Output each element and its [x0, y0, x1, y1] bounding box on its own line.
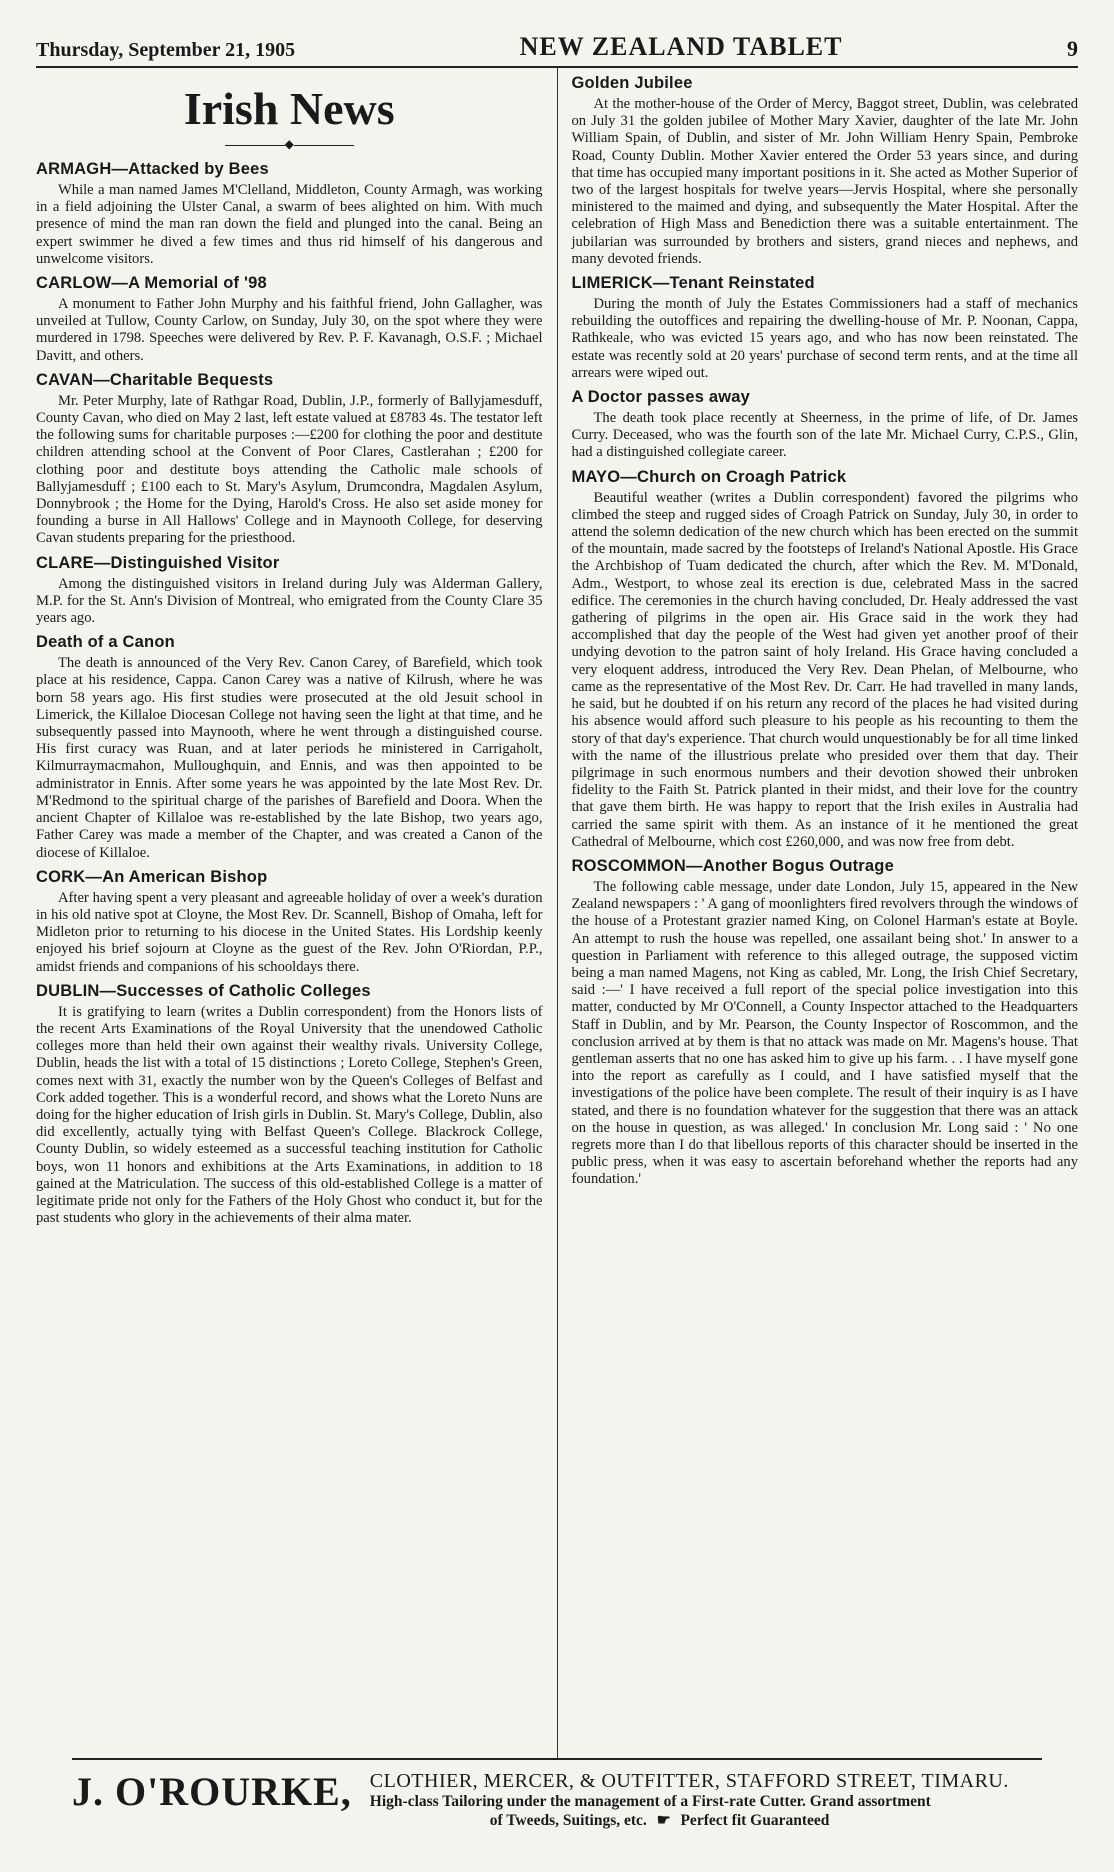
article-clare: [36, 554, 543, 628]
article-carlow: [36, 274, 543, 365]
article-heading: A Doctor passes away: [571, 388, 751, 407]
article-body: Among the distinguished visitors in Ireland during July was Alderman Gallery, M.P. for the St. Ann's Division of Montreal, who emigrated from the County Clare 35 years ago.: [36, 575, 543, 627]
article-body: It is gratifying to learn (writes a Dublin correspondent) from the Honors lists of the recent Arts Examinations of the Royal University that the unendowed Catholic colleges more than held their own against their wealthy rivals. University College, Dublin, heads the list with a total of 15 distinctions ; Loreto College, Stephen's Green, comes next with 31, exactly the number won by the Queen's Colleges of Belfast and Cork added together. This is a wonderful record, and shows what the Loreto Nuns are doing for the higher education of Irish girls in Dublin. St. Mary's College, Dublin, also did excellently, actually tying with Belfast Queen's College. Blackrock College, County Dublin, so widely esteemed as a successful teaching institution for Catholic boys, won 11 honors and exhibitions at the Arts Examinations, in addition to 18 gained at the Matriculation. The success of this old-established College is a matter of legitimate pride not only for the Fathers of the Holy Ghost who conduct it, but for the past students who glory in the achievements of their alma mater.: [36, 1003, 543, 1227]
article-doctor: [572, 388, 1079, 462]
masthead: [36, 32, 1078, 62]
advertisement: [36, 1760, 1078, 1830]
advertisement-details: [370, 1770, 1009, 1830]
article-canon: [36, 633, 543, 861]
article-dublin: [36, 982, 543, 1228]
article-heading: CLARE—Distinguished Visitor: [36, 553, 280, 572]
article-body: Mr. Peter Murphy, late of Rathgar Road, Dublin, J.P., formerly of Ballyjamesduff, County Cavan, who died on May 2 last, left estate valued at £8783 4s. The testator left the following sums for charitable purposes :—£200 for clothing the poor and destitute children attending school at the Convent of Poor Clares, Castlerahan ; £200 for clothing poor and destitute boys attending the Catholic male schools of Ballyjamesduff ; £100 each to St. Mary's Asylum, Drumcondra, Magdalen Asylum, Donnybrook ; the Home for the Dying, Harold's Cross. He also set aside money for founding a burse in All Hallows' College and in Maynooth College, for deserving Cavan students preparing for the priesthood.: [36, 392, 543, 547]
article-body: While a man named James M'Clelland, Middleton, County Armagh, was working in a field adjoining the Ulster Canal, a swarm of bees alighted on him. With much presence of mind the man ran down the field and plunged into the canal. Being an expert swimmer he dived a few times and thus rid himself of his dangerous and unwelcome visitors.: [36, 182, 543, 267]
article-body: Beautiful weather (writes a Dublin correspondent) favored the pilgrims who climbed the steep and rugged sides of Croagh Patrick on Sunday, July 30, in order to attend the solemn dedication of the new church which has been erected on the summit of the mountain, made sacred by the footsteps of Ireland's National Apostle. His Grace the Archbishop of Tuam dedicated the church, after which the Rev. M. M'Donald, Adm., Westport, to whose zeal its erection is due, celebrated Mass in the sacred edifice. The ceremonies in the church having concluded, Dr. Healy addressed the vast gathering of pilgrims in the open air. His Grace said in the work they had accomplished that day the people of the West had given yet another proof of their undying devotion to the patron saint of holy Ireland. His Grace having concluded a very eloquent address, introduced the Very Rev. Dean Phelan, of Melbourne, who came as the representative of the Most Rev. Dr. Carr. He had travelled in many lands, he said, but he doubted if on his return any record of the places he had visited during his absence would afford such pleasure to his people as his recounting to them the story of that day's experience. That church would unquestionably be for all time linked with the name of the illustrious prelate who presided over them that day. Their pilgrimage in such enormous numbers and their devotion showed their unbroken fidelity to the Faith St. Patrick planted in their midst, and their love for the country that gave them birth. He was happy to report that the Irish exiles in Australia had carried the same spirit with them. As an instance of it he mentioned the great Cathedral of Melbourne, which cost £260,000, and was now free from debt.: [571, 489, 1078, 850]
article-heading: CARLOW—A Memorial of '98: [36, 274, 267, 293]
article-armagh: [36, 160, 543, 268]
article-limerick: [572, 274, 1079, 382]
right-column: [557, 68, 1079, 1758]
title-ornament: ◆: [36, 137, 543, 152]
cloth-line: [490, 1811, 1009, 1830]
pointing-hand-icon: ☛: [656, 1812, 671, 1829]
article-body: At the mother-house of the Order of Mercy, Baggot street, Dublin, was celebrated on July 31 the golden jubilee of Mother Mary Xavier, daughter of the late Mr. John William Spain, of Dublin, and sister of Mr. John William Henry Spain, Pembroke Road, County Dublin. Mother Xavier entered the Order 53 years since, and during that time has occupied many important positions in it. She acted as Mother Superior of two of the largest hospitals for twelve years—Jervis Hospital, where she personally ministered to the maimed and dying, and subsequently the Mater Hospital. After the celebration of High Mass and Benediction there was a suitable entertainment. The jubilarian was surrounded by brothers and sisters, grand nieces and nephews, and many devoted friends.: [571, 96, 1078, 267]
article-body: The following cable message, under date London, July 15, appeared in the New Zealand newspapers : ' A gang of moonlighters fired revolvers through the windows of the house of a Protestant grazier named King, on Colonel Harman's estate at Boyle. An attempt to rush the house was repelled, one assailant being shot.' In answer to a question in Parliament with reference to this alleged outrage, the supposed victim being a man named Magens, not King as cabled, Mr. Long, the Irish Chief Secretary, said :—' I have received a full report of the special police investigation into this matter, conducted by Mr O'Connell, a County Inspector attached to the Headquarters Staff in Dublin, and by Mr. Pearson, the County Inspector of Roscommon, and the conclusion arrived at by them is that no attack was made on Mr. Magens's house. That gentleman asserts that no one has asked him to give up his farm. . . I have myself gone into the report as carefully as I could, and I have satisfied myself that the investigations of the police have been complete. The result of their inquiry is as I have stated, and there is no foundation whatever for the suggestion that there was an attack on the house in question, as was alleged.' In conclusion Mr. Long said : ' No one regrets more than I do that libellous reports of this character should be inserted in the public press, when it was easy to ascertain beforehand whether the reports had any foundation.': [571, 878, 1078, 1188]
paper-title: NEW ZEALAND TABLET: [519, 32, 843, 61]
issue-date: Thursday, September 21, 1905: [36, 39, 296, 61]
article-heading: CORK—An American Bishop: [36, 867, 268, 886]
fit-guarantee: Perfect fit Guaranteed: [680, 1812, 830, 1829]
article-heading: ARMAGH—Attacked by Bees: [36, 160, 269, 178]
article-heading: Death of a Canon: [36, 633, 175, 652]
article-heading: ROSCOMMON—Another Bogus Outrage: [571, 856, 894, 875]
article-heading: LIMERICK—Tenant Reinstated: [571, 274, 815, 293]
article-cork: [36, 868, 543, 976]
article-heading: DUBLIN—Successes of Catholic Colleges: [36, 981, 371, 1000]
article-cavan: [36, 371, 543, 548]
advertiser-name: J. O'ROURKE,: [72, 1769, 352, 1814]
article-heading: MAYO—Church on Croagh Patrick: [571, 467, 847, 486]
advertiser-trade: CLOTHIER, MERCER, & OUTFITTER, STAFFORD STREET, TIMARU.: [369, 1770, 1009, 1792]
article-body: During the month of July the Estates Commissioners had a staff of mechanics rebuilding the outoffices and repairing the dwelling-house of Mr. P. Noonan, Cappa, Rathkeale, who was evicted 15 years ago, and who has now been reinstated. The estate was recently sold at 20 years' purchase of second term rents, and at the time all arrears were wiped out.: [571, 296, 1078, 381]
tailoring-note: High-class Tailoring under the management of a First-rate Cutter. Grand assortment: [369, 1793, 931, 1810]
article-mayo: [572, 468, 1079, 851]
article-body: After having spent a very pleasant and agreeable holiday of over a week's duration in his old native spot at Cloyne, the Most Rev. Dr. Scannell, Bishop of Omaha, left for Midleton prior to returning to his diocese in the United States. His Lordship keenly enjoyed his brief sojourn at Cloyne as the guest of the Rev. John O'Riordan, P.P., amidst friends and companions of his schooldays there.: [36, 889, 543, 975]
section-title: Irish News: [183, 83, 395, 134]
article-roscommon: [572, 857, 1079, 1189]
article-heading: CAVAN—Charitable Bequests: [36, 370, 274, 389]
article-jubilee: [572, 74, 1079, 268]
article-heading: Golden Jubilee: [571, 74, 693, 92]
article-columns: [36, 68, 1078, 1758]
page-number: 9: [1066, 36, 1078, 61]
article-body: The death took place recently at Sheerness, in the prime of life, of Dr. James Curry. Deceased, who was the fourth son of the late Mr. Michael Curry, C.P.S., Glin, had a distinguished collegiate career.: [571, 410, 1078, 461]
cloth-assortment: of Tweeds, Suitings, etc.: [489, 1812, 647, 1829]
article-body: The death is announced of the Very Rev. Canon Carey, of Barefield, which took place at his residence, Cappa. Canon Carey was a native of Kilrush, where he was born 58 years ago. His first studies were prosecuted at the old Jesuit school in Limerick, the Killaloe Diocesan College not having seen the light at that time, and he subsequently passed into Maynooth, where he went through a distinguished course. His first curacy was Ruan, and at later periods he ministered in Carrigaholt, Kilmurraymacmahon, Mulloughquin, and Ennis, and was then appointed to be administrator in Ennis. After some years he was appointed by the late Most Rev. Dr. M'Redmond to the spiritual charge of the parishes of Barefield and Doora. When the ancient Chapter of Killaloe was re-established by the late Bishop, two years ago, Father Carey was made a member of the Chapter, and was created a Canon of the diocese of Killaloe.: [36, 655, 543, 861]
left-column: [36, 68, 557, 1758]
article-body: A monument to Father John Murphy and his faithful friend, John Gallagher, was unveiled at Tullow, County Carlow, on Sunday, July 30, on the spot where they were murdered in 1798. Speeches were delivered by Rev. P. F. Kavanagh, O.S.F. ; Michael Davitt, and others.: [36, 296, 543, 364]
